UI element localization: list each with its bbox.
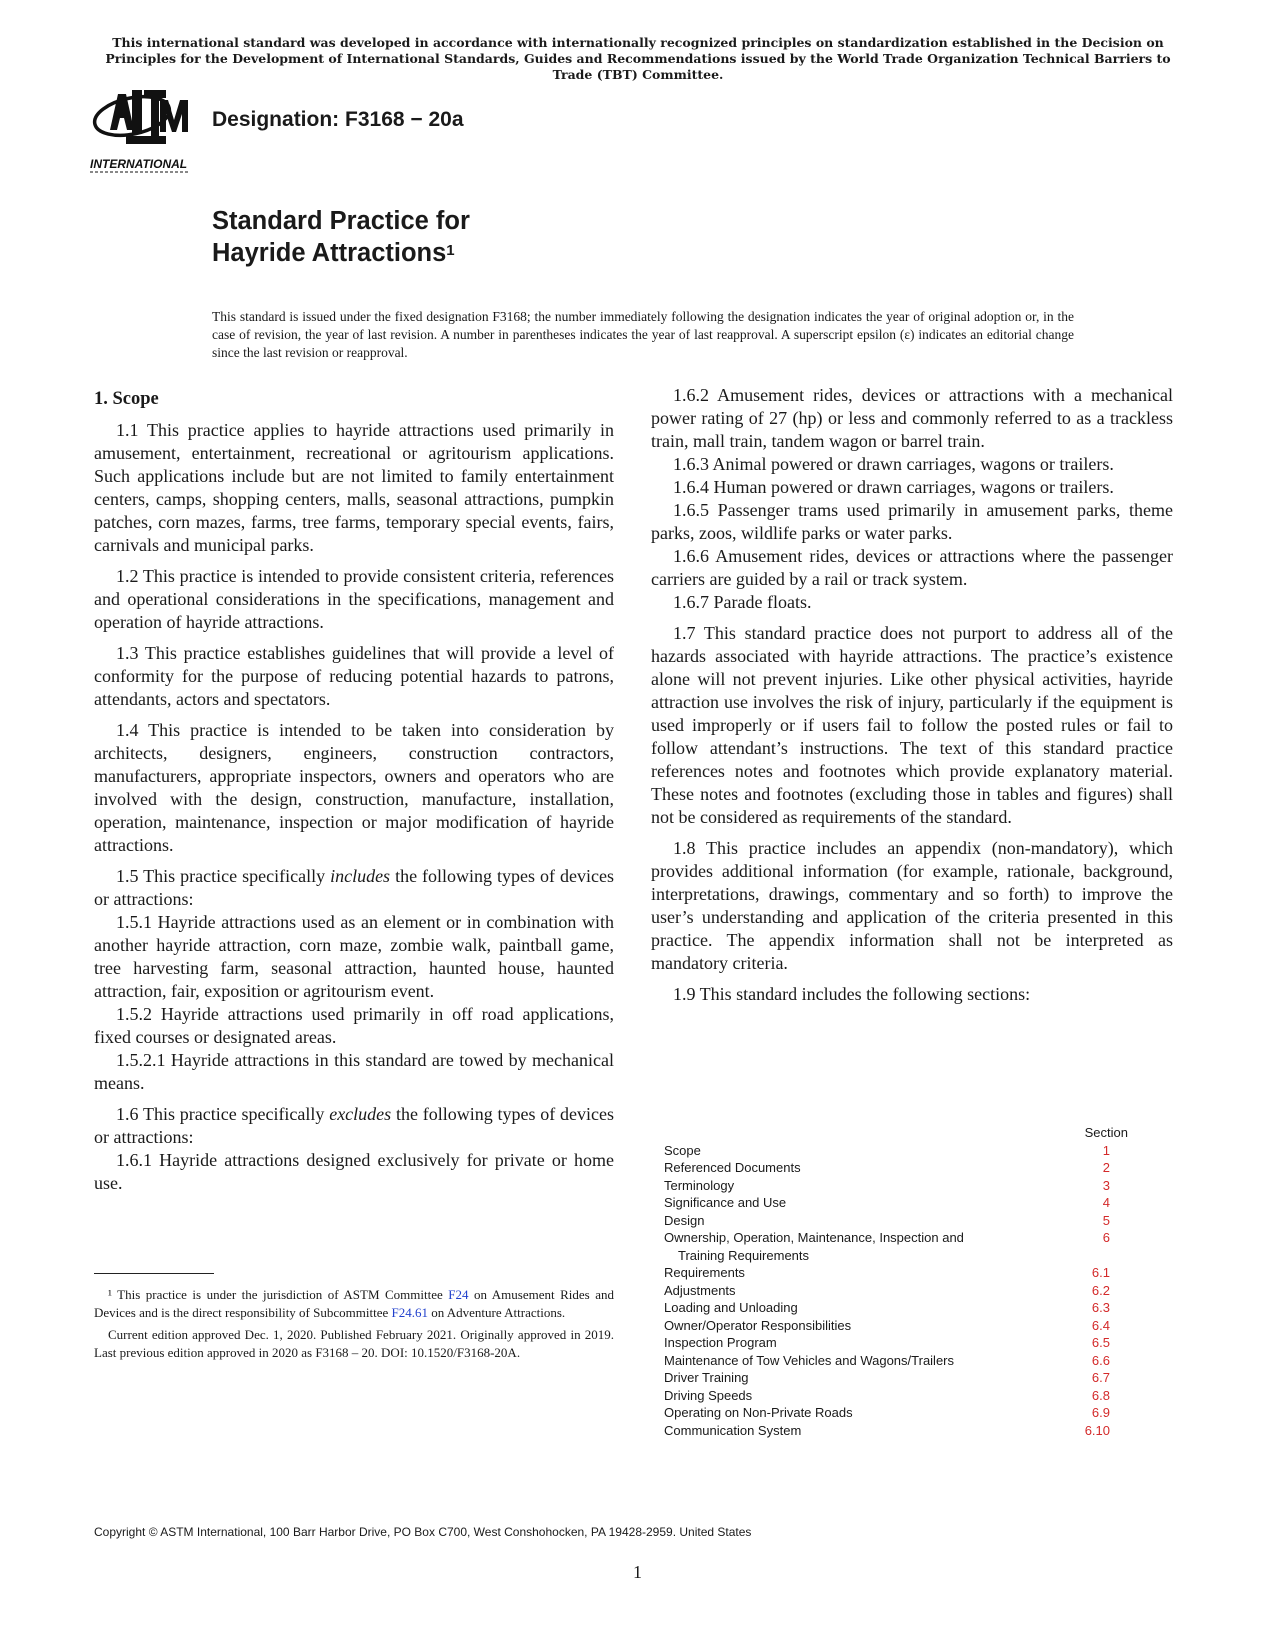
paragraph-1-2: 1.2 This practice is intended to provide consistent criteria, references and operational considerations in the specifications, management and operation of hayride attractions. (94, 566, 614, 632)
section-number-link[interactable]: 6.2 (1091, 1282, 1110, 1298)
subcommittee-link[interactable]: F24.61 (391, 1305, 428, 1320)
section-number-link[interactable]: 6.3 (1091, 1300, 1110, 1315)
sections-table-row (664, 1177, 1134, 1195)
section-title: Maintenance of Tow Vehicles and Wagons/Trailers (664, 1352, 955, 1368)
paragraph-1-5: 1.5 This practice specifically includes the following types of devices or attractions: (94, 866, 615, 909)
title-footnote-ref[interactable]: 1 (446, 242, 455, 259)
section-title: Driving Speeds (664, 1387, 753, 1403)
sections-table-row (664, 1404, 1134, 1422)
sections-table-row (664, 1422, 1134, 1440)
astm-logo-icon (88, 80, 200, 176)
section-number-link[interactable]: 2 (1102, 1160, 1110, 1175)
section-title: Inspection Program (664, 1335, 777, 1350)
section-number-link (1030, 1247, 1134, 1265)
paragraph-1-1: 1.1 This practice applies to hayride attractions used primarily in amusement, entertainment, recreational or agritourism applications. Such applications include but are not limited to family entertainment centers, camps, shopping centers, malls, seasonal attractions, pumpkin patches, corn mazes, farms, tree farms, temporary special events, fairs, carnivals and municipal parks. (94, 420, 614, 555)
section-heading-scope: 1. Scope (94, 389, 159, 409)
paragraph-1-6: 1.6 This practice specifically excludes the following types of devices or attractions: (94, 1104, 615, 1147)
paragraph-1-5-2-1: 1.5.2.1 Hayride attractions in this standard are towed by mechanical means. (94, 1050, 614, 1093)
section-title: Adjustments (664, 1282, 736, 1298)
paragraph-1-9: 1.9 This standard includes the following sections: (673, 984, 1031, 1004)
footnotes (94, 1286, 614, 1362)
sections-table-row (664, 1142, 1134, 1160)
paragraph-1-8: 1.8 This practice includes an appendix (non-mandatory), which provides additional information (for example, rationale, background, interpretations, drawings, commentary and so forth) to improve the user’s understanding and application of the criteria presented in this practice. The appendix information shall not be interpreted as mandatory criteria. (651, 838, 1173, 973)
section-number-link[interactable]: 6.10 (1084, 1422, 1110, 1438)
sections-table-row (664, 1299, 1134, 1317)
section-title: Loading and Unloading (664, 1300, 798, 1315)
copyright-notice: Copyright © ASTM International, 100 Barr Harbor Drive, PO Box C700, West Conshohocken, PA 19428-2959. United States (94, 1525, 752, 1539)
footnote-1: ¹ This practice is under the jurisdiction of ASTM Committee F24 on Amusement Rides and Devices and is the direct responsibility of Subcommittee F24.61 on Adventure Attractions. (94, 1287, 614, 1320)
section-number-link[interactable]: 6.6 (1091, 1352, 1110, 1368)
section-title: Referenced Documents (664, 1160, 801, 1175)
section-number-link[interactable]: 6.7 (1091, 1370, 1110, 1385)
paragraph-1-6-6: 1.6.6 Amusement rides, devices or attractions where the passenger carriers are guided by a rail or track system. (651, 546, 1173, 589)
logo-text: INTERNATIONAL (90, 157, 188, 171)
section-number-link[interactable]: 4 (1102, 1195, 1110, 1210)
sections-table-row (664, 1229, 1134, 1247)
section-number-link[interactable]: 6 (1102, 1230, 1110, 1245)
sections-table-row (664, 1352, 1134, 1370)
paragraph-1-6-4: 1.6.4 Human powered or drawn carriages, wagons or trailers. (673, 477, 1114, 497)
title-line-2: Hayride Attractions$^1$ (212, 239, 455, 267)
section-title: Operating on Non-Private Roads (664, 1405, 853, 1420)
paragraph-1-6-3: 1.6.3 Animal powered or drawn carriages, wagons or trailers. (673, 454, 1114, 474)
section-number-link[interactable]: 3 (1102, 1177, 1110, 1193)
page-number: 1 (633, 1562, 642, 1582)
section-title: Terminology (664, 1177, 735, 1193)
sections-table-row (664, 1247, 1134, 1265)
section-title: Driver Training (664, 1370, 749, 1385)
paragraph-1-6-5: 1.6.5 Passenger trams used primarily in amusement parks, theme parks, zoos, wildlife parks or water parks. (651, 500, 1173, 543)
issuance-statement: This standard is issued under the fixed designation F3168; the number immediately following the designation indicates the year of original adoption or, in the case of revision, the year of last revision. A number in parentheses indicates the year of last reapproval. A superscript epsilon (ε) indicates an editorial change since the last revision or reapproval. (212, 309, 1074, 360)
section-title: Requirements (664, 1265, 745, 1280)
section-title: Communication System (664, 1422, 802, 1438)
left-column (94, 388, 614, 1195)
section-number-link[interactable]: 6.9 (1091, 1405, 1110, 1420)
sections-table-row (664, 1282, 1134, 1300)
footnote-edition: Current edition approved Dec. 1, 2020. Published February 2021. Originally approved in 2019. Last previous edition approved in 2020 as F3168 – 20. DOI: 10.1520/F3168-20A. (94, 1327, 614, 1360)
astm-logo (88, 80, 200, 176)
designation: Designation: F3168 − 20a (212, 108, 464, 131)
paragraph-1-7: 1.7 This standard practice does not purport to address all of the hazards associated with hayride attractions. The practice’s existence alone will not prevent injuries. Like other physical activities, hayride attraction use involves the risk of injury, particularly if the equipment is used improperly or if users fail to follow the posted rules or fail to follow attendant’s instructions. The text of this standard practice references notes and footnotes which provide explanatory material. These notes and footnotes (excluding those in tables and figures) shall not be considered as requirements of the standard. (651, 623, 1173, 827)
sections-table-row (664, 1159, 1134, 1177)
section-number-link[interactable]: 5 (1102, 1212, 1110, 1228)
sections-table-row (664, 1194, 1134, 1212)
section-title: Training Requirements (678, 1247, 810, 1263)
section-number-link[interactable]: 1 (1102, 1142, 1110, 1158)
section-number-link[interactable]: 6.1 (1091, 1265, 1110, 1280)
tbt-notice: This international standard was developed in accordance with internationally recognized principles on standardization established in the Decision on Principles for the Development of International Standards, Guides and Recommendations issued by the World Trade Organization Technical Barriers to Trade (TBT) Committee. (105, 35, 1171, 82)
section-number-link[interactable]: 6.4 (1091, 1317, 1110, 1333)
section-title: Significance and Use (664, 1195, 787, 1210)
paragraph-1-5-2: 1.5.2 Hayride attractions used primarily in off road applications, fixed courses or designated areas. (94, 1004, 614, 1047)
sections-table-row (664, 1387, 1134, 1405)
paragraph-1-5-1: 1.5.1 Hayride attractions used as an element or in combination with another hayride attraction, corn maze, zombie walk, paintball game, tree harvesting farm, seasonal attraction, haunted house, haunted attraction, fair, exposition or agritourism event. (94, 912, 614, 1001)
section-number-link[interactable]: 6.8 (1091, 1387, 1110, 1403)
sections-table-row (664, 1334, 1134, 1352)
section-title: Ownership, Operation, Maintenance, Inspection and (664, 1230, 964, 1245)
section-number-link[interactable]: 6.5 (1091, 1335, 1110, 1350)
sections-table-row (664, 1264, 1134, 1282)
right-column (651, 384, 1173, 1006)
sections-table-header: Section (1084, 1125, 1128, 1140)
sections-table (664, 1124, 1134, 1439)
sections-table-row (664, 1369, 1134, 1387)
sections-table-row (664, 1317, 1134, 1335)
paragraph-1-6-7: 1.6.7 Parade floats. (673, 592, 812, 612)
committee-link[interactable]: F24 (448, 1287, 469, 1302)
document-title (212, 205, 470, 269)
paragraph-1-6-2: 1.6.2 Amusement rides, devices or attractions with a mechanical power rating of 27 (hp) or less and commonly referred to as a trackless train, mall train, tandem wagon or barrel train. (651, 385, 1173, 451)
paragraph-1-6-1: 1.6.1 Hayride attractions designed exclusively for private or home use. (94, 1150, 614, 1193)
footnote-divider (94, 1273, 214, 1274)
sections-table-row (664, 1212, 1134, 1230)
title-line-1: Standard Practice for (212, 207, 470, 235)
paragraph-1-4: 1.4 This practice is intended to be taken into consideration by architects, designers, engineers, construction contractors, manufacturers, appropriate inspectors, owners and operators who are involved with the design, construction, manufacture, installation, operation, maintenance, inspection or major modification of hayride attractions. (94, 720, 614, 855)
section-title: Scope (664, 1142, 701, 1158)
section-title: Owner/Operator Responsibilities (664, 1317, 852, 1333)
paragraph-1-3: 1.3 This practice establishes guidelines that will provide a level of conformity for the purpose of reducing potential hazards to patrons, attendants, actors and spectators. (94, 643, 614, 709)
section-title: Design (664, 1212, 705, 1228)
